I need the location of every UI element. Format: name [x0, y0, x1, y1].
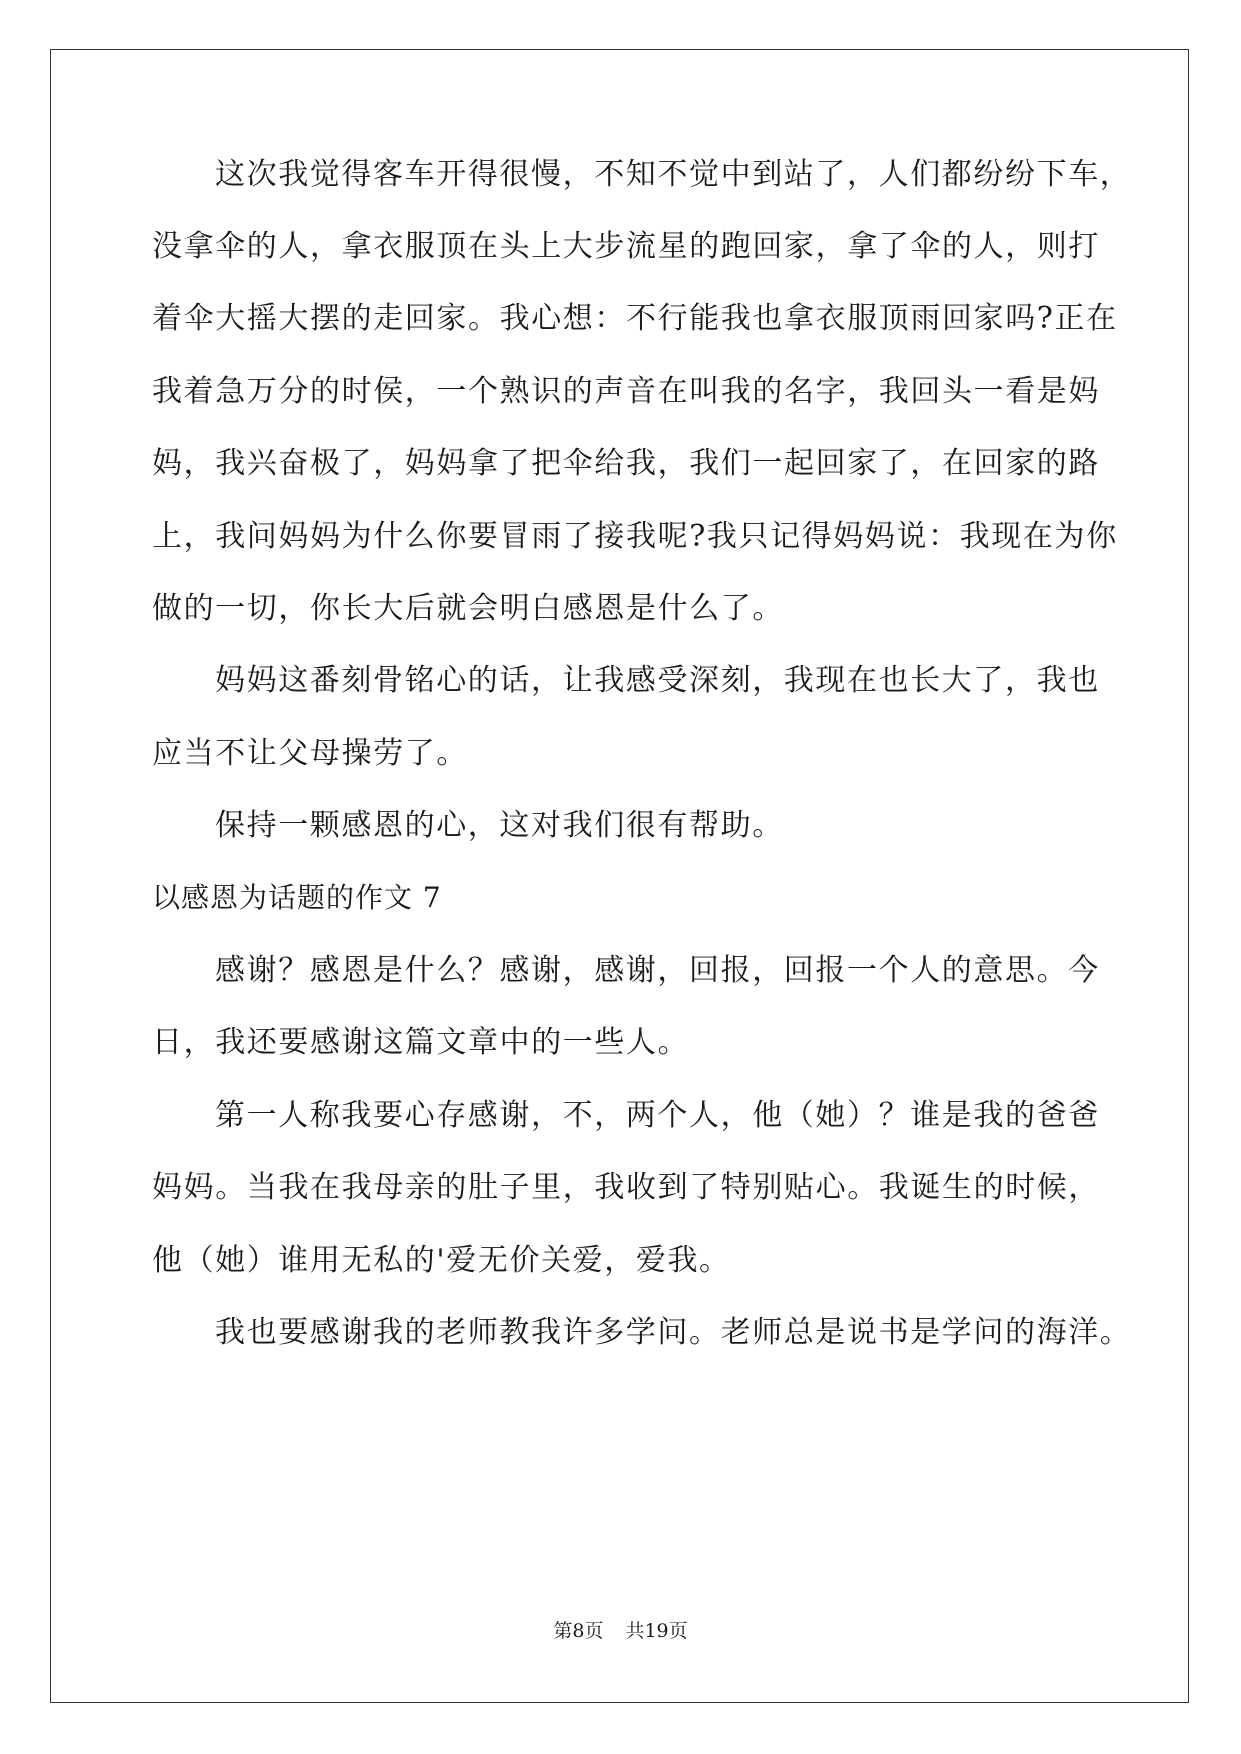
page-total: 共19页	[625, 1620, 688, 1642]
paragraph-line: 我也要感谢我的老师教我许多学问。老师总是说书是学问的海洋。	[215, 1315, 1132, 1350]
paragraph-line: 日，我还要感谢这篇文章中的一些人。	[152, 1025, 690, 1060]
paragraph-line: 着伞大摇大摆的走回家。我心想：不行能我也拿衣服顶雨回家吗?正在	[152, 301, 1118, 336]
paragraph-line: 感谢？感恩是什么？感谢，感谢，回报，回报一个人的意思。今	[215, 953, 1100, 988]
paragraph-line: 妈妈。当我在我母亲的肚子里，我收到了特别贴心。我诞生的时候，	[152, 1170, 1100, 1205]
page-border	[50, 49, 1189, 1703]
paragraph-line: 第一人称我要心存感谢，不，两个人，他（她）？谁是我的爸爸	[215, 1098, 1100, 1133]
paragraph-line: 妈，我兴奋极了，妈妈拿了把伞给我，我们一起回家了，在回家的路	[152, 446, 1100, 481]
paragraph-line: 我着急万分的时侯，一个熟识的声音在叫我的名字，我回头一看是妈	[152, 374, 1100, 409]
paragraph-line: 他（她）谁用无私的'爱无价关爱，爱我。	[152, 1243, 731, 1278]
page-footer	[0, 1619, 1241, 1643]
paragraph-line: 上，我问妈妈为什么你要冒雨了接我呢?我只记得妈妈说：我现在为你	[152, 519, 1118, 554]
paragraph-line: 应当不让父母操劳了。	[152, 736, 468, 771]
section-heading: 以感恩为话题的作文 7	[152, 881, 442, 914]
paragraph-line: 没拿伞的人，拿衣服顶在头上大步流星的跑回家，拿了伞的人，则打	[152, 229, 1100, 264]
paragraph-line: 做的一切，你长大后就会明白感恩是什么了。	[152, 591, 784, 626]
paragraph-line: 妈妈这番刻骨铭心的话，让我感受深刻，我现在也长大了，我也	[215, 663, 1100, 698]
paragraph-line: 保持一颗感恩的心，这对我们很有帮助。	[215, 808, 784, 843]
paragraph-line: 这次我觉得客车开得很慢，不知不觉中到站了，人们都纷纷下车，	[215, 157, 1132, 192]
page-number: 第8页	[553, 1620, 604, 1642]
